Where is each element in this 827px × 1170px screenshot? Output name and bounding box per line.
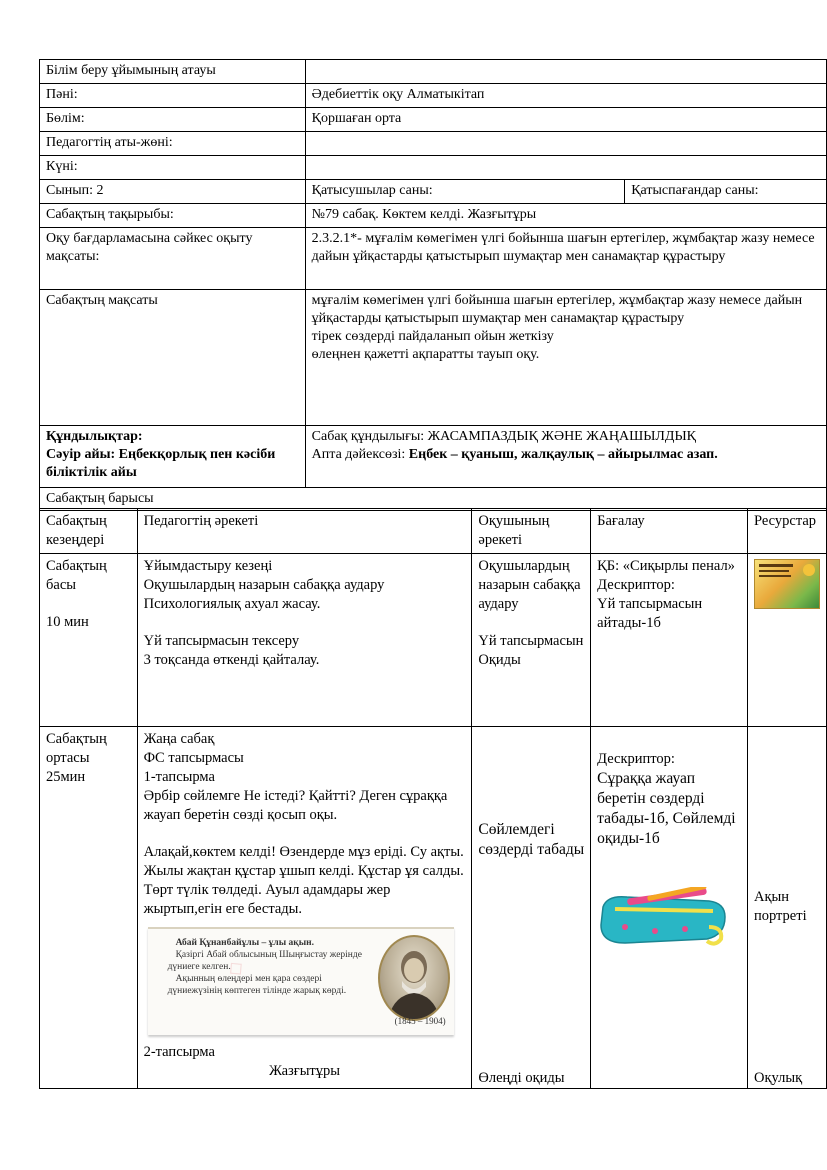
stage1-time: 10 мин — [46, 614, 89, 630]
stage2-teacher-line: 1-тапсырма — [143, 769, 215, 785]
stage2-assess — [591, 727, 748, 1089]
stage2-student-bottom: Өлеңді оқиды — [478, 1070, 565, 1086]
stage1-cell — [40, 554, 138, 727]
stage2-resource: Ақын портреті — [753, 889, 807, 924]
magic-pencil-case-image — [597, 887, 731, 949]
objective-label: Оқу бағдарламасына сәйкес оқыту мақсаты: — [40, 228, 306, 290]
class-cell: Сынып: 2 — [40, 180, 306, 204]
stage2-teacher-line: Әрбір сөйлемге Не істеді? Қайтті? Деген сұраққа жауап беретін сөзді қосып оқы. — [143, 788, 448, 823]
stage1-descriptor: Үй тапсырмасын айтады-1б — [597, 596, 703, 631]
col-stage: Сабақтың кезеңдері — [40, 509, 138, 554]
topic-label: Сабақтың тақырыбы: — [40, 204, 306, 228]
stage2-descriptor-label: Дескриптор: — [597, 751, 675, 767]
stage1-teacher-line: Оқушылардың назарын сабаққа аудару — [143, 577, 385, 593]
stage1-teacher — [137, 554, 472, 727]
goal-line: тірек сөздерді пайдаланып ойын жеткізу — [311, 329, 554, 344]
attendees-cell: Қатысушылар саны: — [305, 180, 625, 204]
lesson-value-prefix: Сабақ құндылығы: — [311, 429, 428, 444]
abai-title: Абай Құнанбайұлы – ұлы ақын. — [175, 938, 314, 948]
abai-textbook-excerpt — [148, 927, 454, 1035]
section-value: Қоршаған орта — [305, 108, 826, 132]
stage1-teacher-line: 3 тоқсанда өткенді қайталау. — [143, 652, 320, 668]
subject-label: Пәні: — [40, 84, 306, 108]
stage1-teacher-line: Үй тапсырмасын тексеру — [143, 633, 300, 649]
stage1-descriptor-label: Дескриптор: — [597, 577, 675, 593]
goal-value — [305, 290, 826, 426]
date-label: Күні: — [40, 156, 306, 180]
col-assess: Бағалау — [591, 509, 748, 554]
stage1-teacher-line: Ұйымдастыру кезеңі — [143, 558, 273, 574]
month-theme: Сәуір айы: Еңбекқорлық пен кәсіби біліктілік айы — [46, 447, 276, 480]
stage1-student — [472, 554, 591, 727]
stage2-resource-bottom: Оқулық — [753, 1070, 803, 1086]
lesson-progress-table — [39, 508, 827, 1089]
stage2-name: Сабақтың ортасы — [46, 731, 107, 766]
org-label: Білім беру ұйымының атауы — [40, 60, 306, 84]
org-value — [305, 60, 826, 84]
goal-line: өлеңнен қажетті ақпаратты тауып оқу. — [311, 347, 540, 362]
motto-prefix: Апта дәйексөзі: — [311, 447, 409, 462]
teacher-label: Педагогтің аты-жөні: — [40, 132, 306, 156]
stage1-teacher-line: Психологиялық ахуал жасау. — [143, 596, 321, 612]
stage2-teacher-line: Жаңа сабақ — [143, 731, 215, 747]
values-content — [305, 426, 826, 488]
stage2-teacher — [137, 727, 472, 1089]
stage2-cell — [40, 727, 138, 1089]
absent-cell: Қатыспағандар саны: — [625, 180, 827, 204]
objective-value: 2.3.2.1*- мұғалім көмегімен үлгі бойынша шағын ертегілер, жұмбақтар жазу немесе дайын ұйқастарды қатыстырып шумақтар мен санамақтар құрастыру — [305, 228, 826, 290]
col-student: Оқушының әрекеті — [472, 509, 591, 554]
teacher-value — [305, 132, 826, 156]
stage1-assess-text: ҚБ: «Сиқырлы пенал» — [597, 558, 735, 574]
resource-slide-thumbnail — [754, 559, 820, 609]
col-teacher: Педагогтің әрекеті — [137, 509, 472, 554]
section-label: Бөлім: — [40, 108, 306, 132]
stage1-resources — [747, 554, 826, 727]
stage2-poem: Алақай,көктем келді! Өзендерде мұз еріді. Су ақты. Жылы жақтан құстар ұшып келді. Құстар ұя салды. Төрт түлік төлдеді. Ауыл адамдары жер жыртып,егін еге бестады. — [143, 844, 464, 917]
col-resources: Ресурстар — [747, 509, 826, 554]
stage2-descriptor: Сұраққа жауап беретін сөздерді табады-1б, Сөйлемді оқиды-1б — [597, 770, 736, 847]
watermark: ◇ — [222, 954, 248, 982]
stage1-student-text: Оқушылардың назарын сабаққа аудару — [478, 558, 581, 612]
abai-paragraph: Ақынның өлеңдері мен қара сөздері дүниежүзінің көптеген тілінде жарық көрді. — [167, 974, 347, 996]
goal-label: Сабақтың мақсаты — [40, 290, 306, 426]
stage1-assess — [591, 554, 748, 727]
stage2-student-text: Сөйлемдегі сөздерді табады — [478, 821, 585, 858]
motto-line — [312, 446, 820, 464]
motto: Еңбек – қуаныш, жалқаулық – айырылмас азап. — [408, 447, 718, 462]
abai-paragraph: Қазіргі Абай облысының Шыңғыстау жерінде дүниеге келген. — [167, 950, 362, 972]
values-title: Құндылықтар: — [46, 429, 143, 444]
stage1-student-text2: Үй тапсырмасын Оқиды — [478, 633, 584, 668]
task2-label: 2-тапсырма — [143, 1044, 215, 1060]
task2-title: Жазғытұры — [268, 1063, 341, 1079]
stage2-teacher-line: ФС тапсырмасы — [143, 750, 244, 766]
topic-value: №79 сабақ. Көктем келді. Жазғытұры — [305, 204, 826, 228]
lesson-value: ЖАСАМПАЗДЫҚ ЖӘНЕ ЖАҢАШЫЛДЫҚ — [427, 429, 697, 444]
abai-portrait — [378, 935, 450, 1021]
progress-label: Сабақтың барысы — [40, 488, 827, 511]
stage2-time: 25мин — [46, 769, 86, 785]
values-label — [40, 426, 306, 488]
lesson-value-line — [312, 428, 820, 446]
stage1-name: Сабақтың басы — [46, 558, 107, 593]
stage2-resources — [747, 727, 826, 1089]
lesson-header-table — [39, 59, 827, 511]
date-value — [305, 156, 826, 180]
stage2-student — [472, 727, 591, 1089]
abai-years: (1845 – 1904) — [394, 1016, 446, 1026]
goal-line: мұғалім көмегімен үлгі бойынша шағын ертегілер, жұмбақтар жазу немесе дайын ұйқастарды қатыстырып шумақтар мен санамақтар құрастыру — [311, 293, 803, 326]
subject-value: Әдебиеттік оқу Алматыкітап — [305, 84, 826, 108]
